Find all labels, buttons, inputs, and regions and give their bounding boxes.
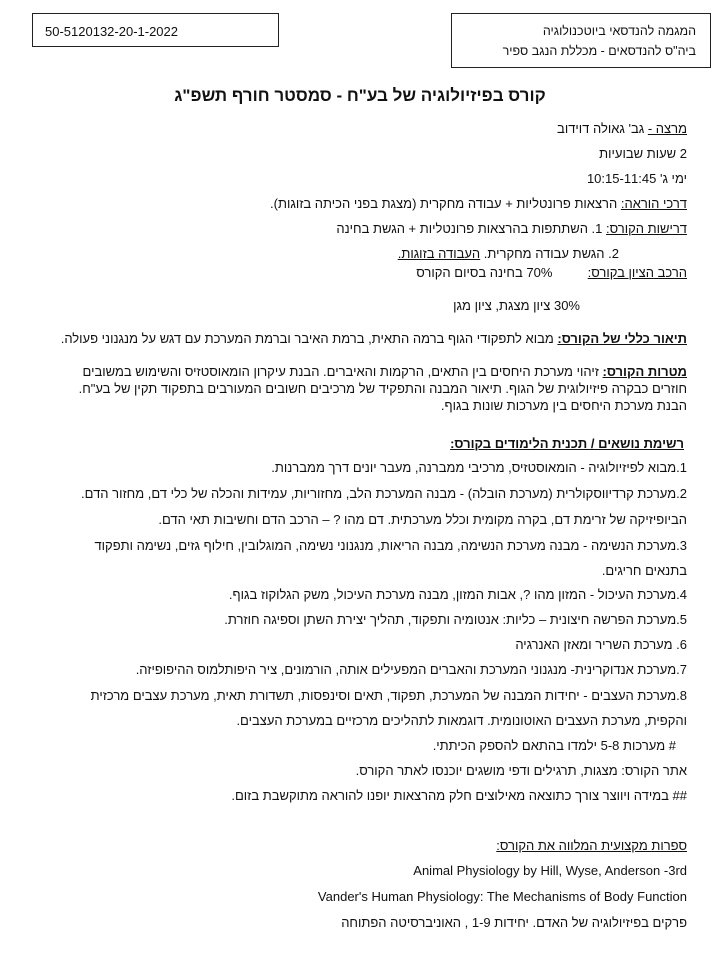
topic-item: 2.מערכת קרדיווסקולרית (מערכת הובלה) - מבנה המערכת הלב, מחזוריות, עמידות והכלה של כלי דם, מחזור הדם. [81,486,687,501]
topic-note: # מערכות 5-8 ילמדו בהתאם להספק הכיתתי. [432,738,676,753]
schedule: ימי ג' 10:15-11:45 [586,171,687,186]
zoom-note: ## במידה ויווצר צורך כתוצאה מאילוצים חלק מהרצאות יופנו להוראה מתוקשבת בזום. [231,788,687,803]
topic-item: 8.מערכת העצבים - יחידות המבנה של המערכת, תפקוד, תאים וסינפסות, תשדורת תאית, מערכת עצבים מרכזית [90,688,687,703]
grade-exam: 70% בחינה בסיום הקורס [416,265,553,280]
topic-item: 5.מערכת הפרשה חיצונית – כליות: אנטומיה ותפקוד, תהליך יצירת השתן וספיגה חוזרת. [224,612,687,627]
lecturer-label: מרצה - [647,121,687,136]
grade-label: הרכב הציון בקורס: [587,265,687,280]
teaching-methods-label: דרכי הוראה: [620,196,687,211]
institution-line-1: המגמה להנדסאי ביוטכנולוגיה [542,24,696,38]
goals-line-2: חוזרים כבקרה פיזיולוגית של הגוף. תיאור המבנה והתפקיד של מרכיבים חשובים המעורבים בתפקוד תקין של בע"ח. [78,381,687,396]
requirements-line [336,221,687,236]
grade-line [416,265,687,280]
description-text: מבוא לתפקודי הגוף ברמה התאית, ברמת האיבר וברמת המערכת עם דגש על מנגנוני פעולה. [60,331,558,346]
topic-item: והקפית, מערכת העצבים האוטונומית. דוגמאות לתהליכים מרכזיים במערכת העצבים. [236,713,687,728]
topic-item: 4.מערכת העיכול - המזון מהו ?, אבות המזון, מבנה מערכת העיכול, משק הגלוקוז בגוף. [228,587,687,602]
teaching-methods-line [270,196,687,211]
literature-item: Animal Physiology by Hill, Wyse, Anderson -3rd [413,863,687,878]
lecturer-name: גב' גאולה דוידוב [557,121,648,136]
course-goals [27,363,687,414]
goals-line-1: זיהוי מערכת היחסים בין התאים, הרקמות והאיברים. הבנת עיקרון הומאוסטזיס והשימוש במשובים [82,364,603,379]
institution-box [451,13,711,68]
course-code-box [32,13,279,47]
requirement-1: 1. השתתפות בהרצאות פרונטליות + הגשת בחינה [336,221,607,236]
goals-line-3: הבנת מערכת היחסים בין מערכות שונות בגוף. [440,398,687,413]
literature-item: Vander's Human Physiology: The Mechanisms of Body Function [317,889,687,904]
topic-item: 7.מערכת אנדוקרינית- מנגנוני המערכת והאברים המפעילים אותה, הורמונים, ציר היפותלמוס ההיפופיזה. [135,662,687,677]
course-site-note: אתר הקורס: מצגות, תרגילים ודפי מושגים יוכנסו לאתר הקורס. [355,763,687,778]
institution-line-2: ביה"ס להנדסאים - מכללת הנגב ספיר [502,44,696,58]
literature-item: פרקים בפיזיולוגיה של האדם. יחידות 1-9 , האוניברסיטה הפתוחה [341,915,687,930]
description-label: תיאור כללי של הקורס: [557,331,687,346]
grade-presentation: 30% ציון מצגת, ציון מגן [453,298,580,313]
course-code: 50-5120132-20-1-2022 [45,24,178,39]
description-line [61,331,687,346]
goals-label: מטרות הקורס: [602,364,687,379]
topic-item: 6. מערכת השריר ומאזן האנרגיה [515,637,687,652]
topic-item: בתנאים חריגים. [601,563,687,578]
weekly-hours: 2 שעות שבועיות [599,146,687,161]
topic-item: הביופיזיקה של זרימת דם, בקרה מקומית וכלל מערכתית. דם מהו ? – הרכב הדם וחשיבות תאי הדם. [158,512,687,527]
page-title: קורס בפיזיולוגיה של בע"ח - סמסטר חורף תשפ"ג [174,86,546,105]
teaching-methods-text: הרצאות פרונטליות + עבודה מחקרית (מצגת בפני הכיתה בזוגות). [270,196,621,211]
requirement-2-text: 2. הגשת עבודה מחקרית. [480,246,619,261]
requirement-2 [398,246,619,261]
topics-label: רשימת נושאים / תכנית הלימודים בקורס: [450,436,684,451]
topic-item: 3.מערכת הנשימה - מבנה מערכת הנשימה, מבנה הריאות, מנגנוני נשימה, המוגלובין, חילוף גזים, נשימה ותפקוד [94,538,687,553]
requirements-label: דרישות הקורס: [606,221,687,236]
literature-label: ספרות מקצועית המלווה את הקורס: [496,838,687,853]
lecturer-line [557,121,687,136]
topic-item: 1.מבוא לפיזיולוגיה - הומאוסטזיס, מרכיבי ממברנה, מעבר יונים דרך ממברנות. [271,460,687,475]
requirement-2-pairs: העבודה בזוגות. [397,246,481,261]
